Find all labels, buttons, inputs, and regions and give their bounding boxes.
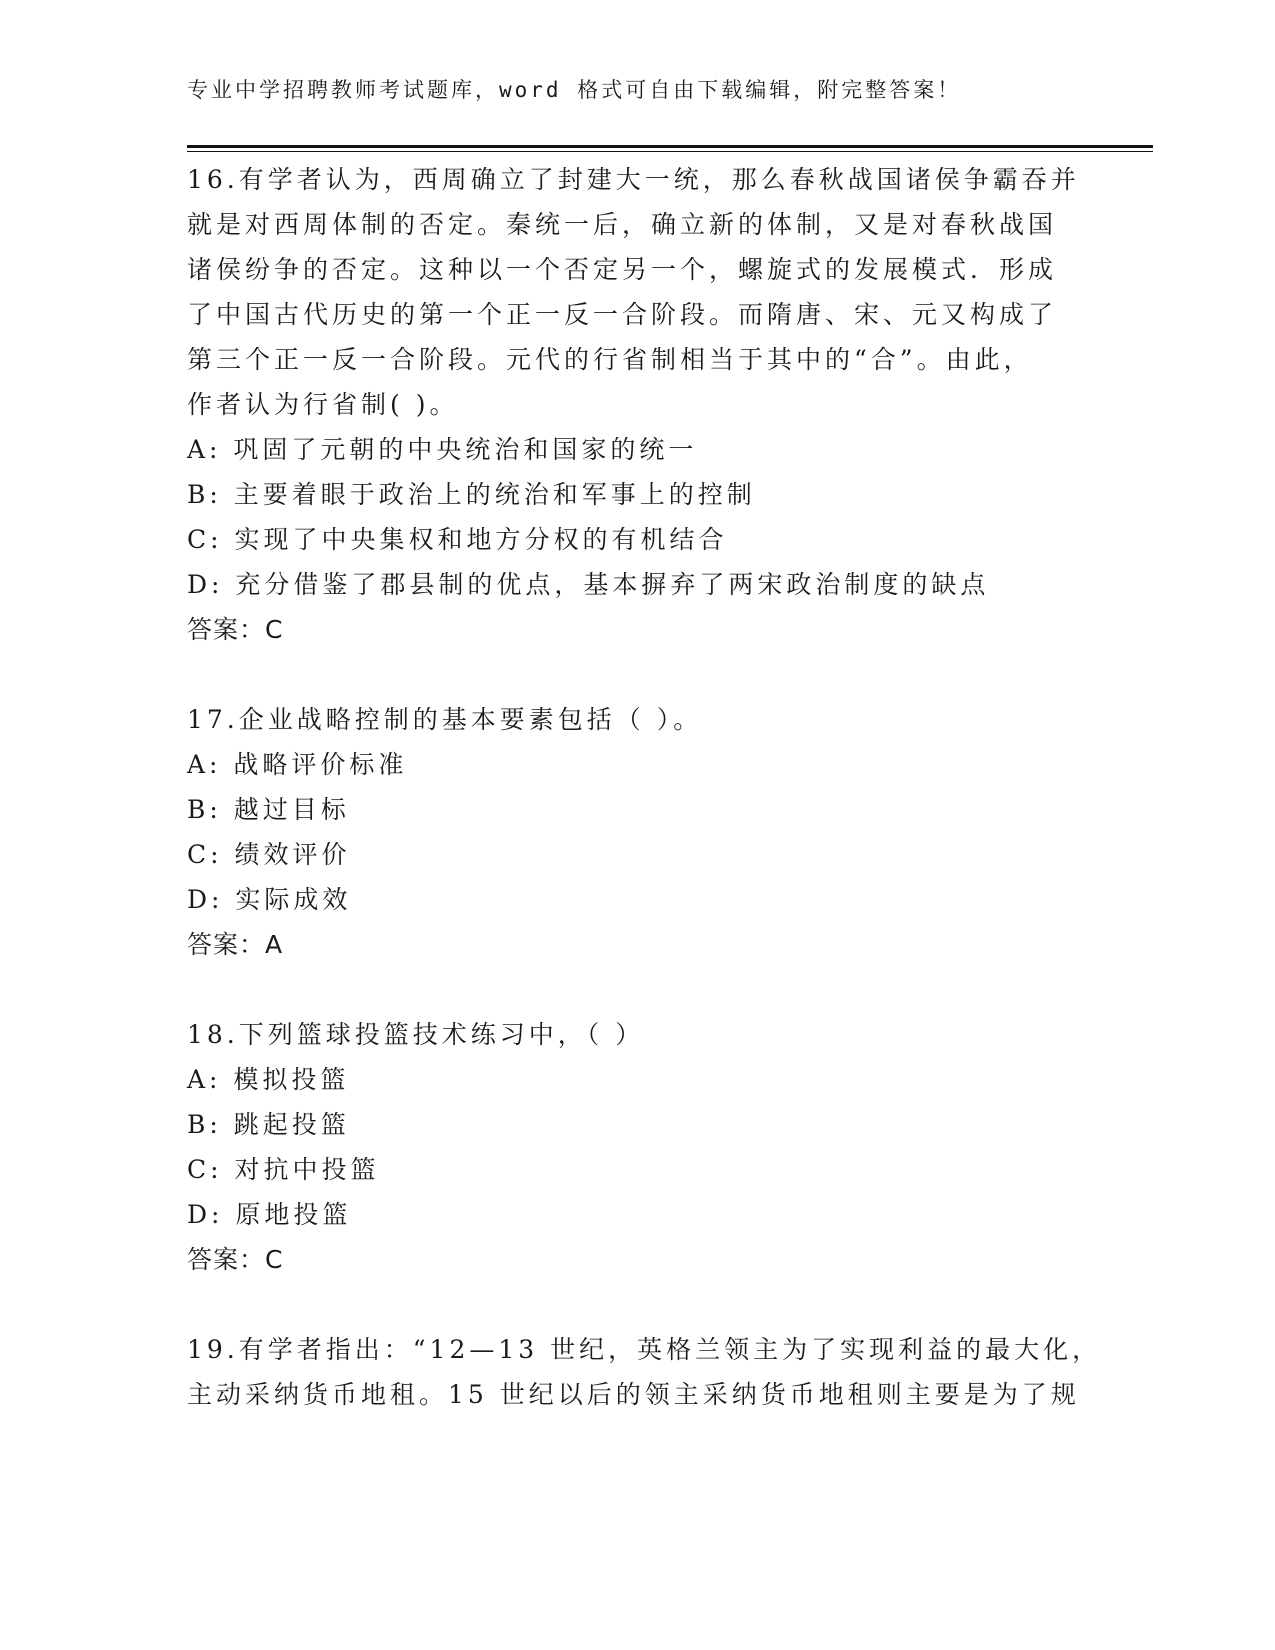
header-rule-thick	[187, 145, 1153, 148]
option-c: C: 对抗中投篮	[187, 1155, 380, 1184]
page-header: 专业中学招聘教师考试题库，word 格式可自由下载编辑，附完整答案！	[187, 78, 962, 102]
question-17	[187, 697, 1087, 967]
question-stem-line: 19.有学者指出：“12—13 世纪，英格兰领主为了实现利益的最大化，	[187, 1335, 1102, 1364]
question-list	[187, 157, 1102, 1417]
question-16	[187, 157, 1087, 652]
question-18	[187, 1012, 1087, 1282]
option-a: A: 战略评价标准	[187, 750, 408, 779]
option-d: D: 原地投篮	[187, 1200, 352, 1229]
question-stem-line: 作者认为行省制( )。	[187, 390, 459, 419]
option-b: B: 主要着眼于政治上的统治和军事上的控制	[187, 480, 756, 509]
answer: 答案：C	[187, 615, 284, 644]
option-c: C: 实现了中央集权和地方分权的有机结合	[187, 525, 728, 554]
question-stem-line: 16.有学者认为，西周确立了封建大一统，那么春秋战国诸侯争霸吞并	[187, 165, 1080, 194]
question-stem-line: 诸侯纷争的否定。这种以一个否定另一个，螺旋式的发展模式．形成	[187, 255, 1058, 284]
option-b: B: 跳起投篮	[187, 1110, 350, 1139]
question-stem-line: 第三个正一反一合阶段。元代的行省制相当于其中的“合”。由此，	[187, 345, 1033, 374]
option-a: A: 模拟投篮	[187, 1065, 350, 1094]
question-stem-line: 18.下列篮球投篮技术练习中，（ ）	[187, 1020, 645, 1049]
answer: 答案：A	[187, 930, 284, 959]
spacer	[187, 1282, 1087, 1327]
option-d: D: 充分借鉴了郡县制的优点，基本摒弃了两宋政治制度的缺点	[187, 570, 990, 599]
question-19	[187, 1327, 1102, 1417]
option-a: A: 巩固了元朝的中央统治和国家的统一	[187, 435, 698, 464]
option-b: B: 越过目标	[187, 795, 350, 824]
option-c: C: 绩效评价	[187, 840, 351, 869]
question-stem-line: 17.企业战略控制的基本要素包括（ ）。	[187, 705, 703, 734]
spacer	[187, 967, 1087, 1012]
header-rule-thin	[187, 151, 1153, 152]
question-stem-line: 主动采纳货币地租。15 世纪以后的领主采纳货币地租则主要是为了规	[187, 1380, 1080, 1409]
option-d: D: 实际成效	[187, 885, 352, 914]
spacer	[187, 652, 1087, 697]
question-stem-line: 就是对西周体制的否定。秦统一后，确立新的体制，又是对春秋战国	[187, 210, 1058, 239]
answer: 答案：C	[187, 1245, 284, 1274]
question-stem-line: 了中国古代历史的第一个正一反一合阶段。而隋唐、宋、元又构成了	[187, 300, 1058, 329]
